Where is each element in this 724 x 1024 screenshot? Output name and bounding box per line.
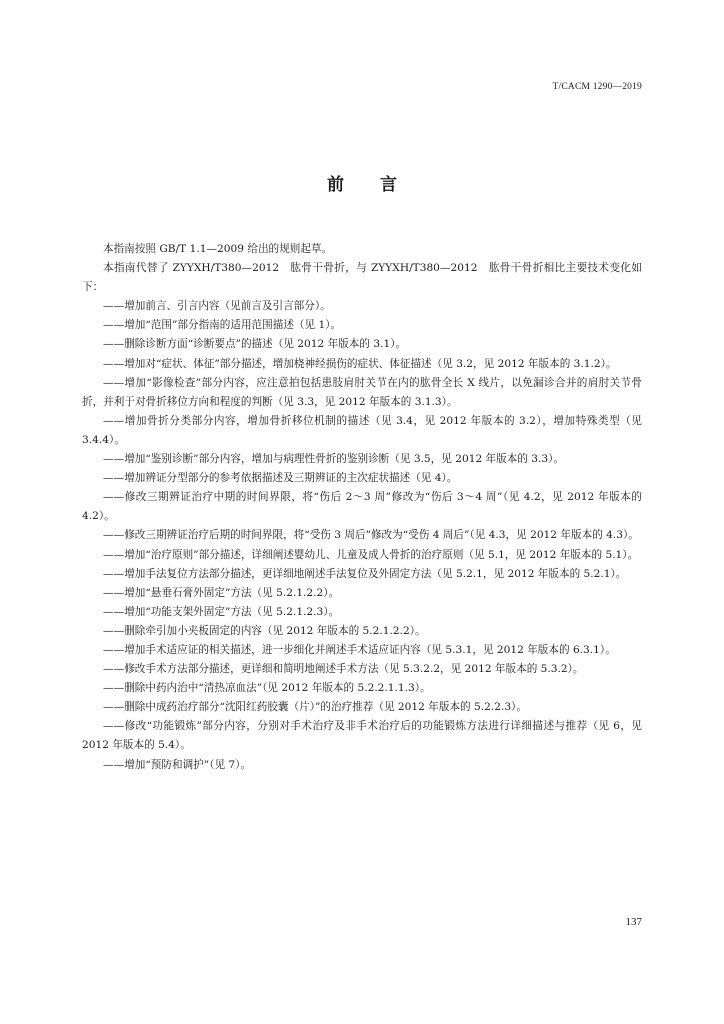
list-item: ——删除牵引加小夹板固定的内容（见 2012 年版本的 5.2.1.2.2）。	[103, 624, 426, 637]
list-item: ——增加辨证分型部分的参考依据描述及三期辨证的主次症状描述（见 4）。	[103, 472, 458, 485]
list-item: ——增加骨折分类部分内容，增加骨折移位机制的描述（见 3.4，见 2012 年版本的 3.2），增加特殊类型（见 3.4.4）。	[82, 414, 642, 446]
list-item: ——增加“范围”部分指南的适用范围描述（见 1）。	[103, 319, 342, 332]
list-item: ——修改“功能锻炼”部分内容，分别对手术治疗及非手术治疗后的功能锻炼方法进行详细描述与推荐（见 6，见 2012 年版本的 5.4）。	[82, 720, 642, 752]
paragraph: 本指南代替了 ZYYXH/T380—2012 肱骨干骨折，与 ZYYXH/T380—2012 肱骨干骨折相比主要技术变化如下：	[82, 262, 642, 294]
list-item: ——增加手术适应证的相关描述，进一步细化并阐述手术适应证内容（见 5.3.1，见 2012 年版本的 6.3.1）。	[103, 643, 616, 656]
list-item: ——增加手法复位方法部分描述，更详细地阐述手法复位及外固定方法（见 5.2.1，见 2012 年版本的 5.2.1）。	[103, 567, 627, 580]
list-item: ——增加“治疗原则”部分描述，详细阐述婴幼儿、儿童及成人骨折的治疗原则（见 5.1，见 2012 年版本的 5.1）。	[103, 548, 639, 561]
paragraph: 本指南按照 GB/T 1.1—2009 给出的规则起草。	[103, 243, 333, 255]
list-item: ——修改三期辨证治疗中期的时间界限，将“伤后 2～3 周”修改为“伤后 3～4 周”（见 4.2，见 2012 年版本的 4.2）。	[82, 491, 642, 523]
page-number: 137	[625, 916, 642, 928]
list-item: ——增加“影像检查”部分内容，应注意拍包括患肢肩肘关节在内的肱骨全长 X 线片，以免漏诊合并的肩肘关节骨折，并利于对骨折移位方向和程度的判断（见 3.3，见 2012 年版本的 3.1.3）。	[82, 376, 642, 408]
list-item: ——删除诊断方面“诊断要点”的描述（见 2012 年版本的 3.1）。	[103, 338, 407, 351]
standard-code: T/CACM 1290—2019	[552, 82, 642, 92]
list-item: ——增加“功能支架外固定”方法（见 5.2.1.2.3）。	[103, 605, 340, 618]
list-item: ——增加对“症状、体征”部分描述，增加桡神经损伤的症状、体征描述（见 3.2，见 2012 年版本的 3.1.2）。	[103, 357, 617, 370]
page-title: 前言	[327, 175, 433, 195]
list-item: ——删除中药内治中“清热凉血法”（见 2012 年版本的 5.2.2.1.1.3）。	[103, 682, 431, 695]
list-item: ——修改手术方法部分描述，更详细和简明地阐述手术方法（见 5.3.2.2，见 2012 年版本的 5.3.2）。	[103, 663, 584, 676]
foreword-body	[82, 240, 642, 775]
list-item: ——增加“鉴别诊断”部分内容，增加与病理性骨折的鉴别诊断（见 3.5，见 2012 年版本的 3.3）。	[103, 453, 565, 466]
list-item: ——增加“预防和调护”（见 7）。	[103, 758, 252, 771]
list-item: ——修改三期辨证治疗后期的时间界限，将“受伤 3 周后”修改为“受伤 4 周后”（见 4.3，见 2012 年版本的 4.3）。	[103, 529, 639, 542]
list-item: ——增加“悬垂石膏外固定”方法（见 5.2.1.2.2）。	[103, 586, 340, 599]
list-item: ——删除中成药治疗部分“沈阳红药胶囊（片）”的治疗推荐（见 2012 年版本的 5.2.2.3）。	[103, 701, 527, 714]
list-item: ——增加前言、引言内容（见前言及引言部分）。	[103, 300, 331, 313]
